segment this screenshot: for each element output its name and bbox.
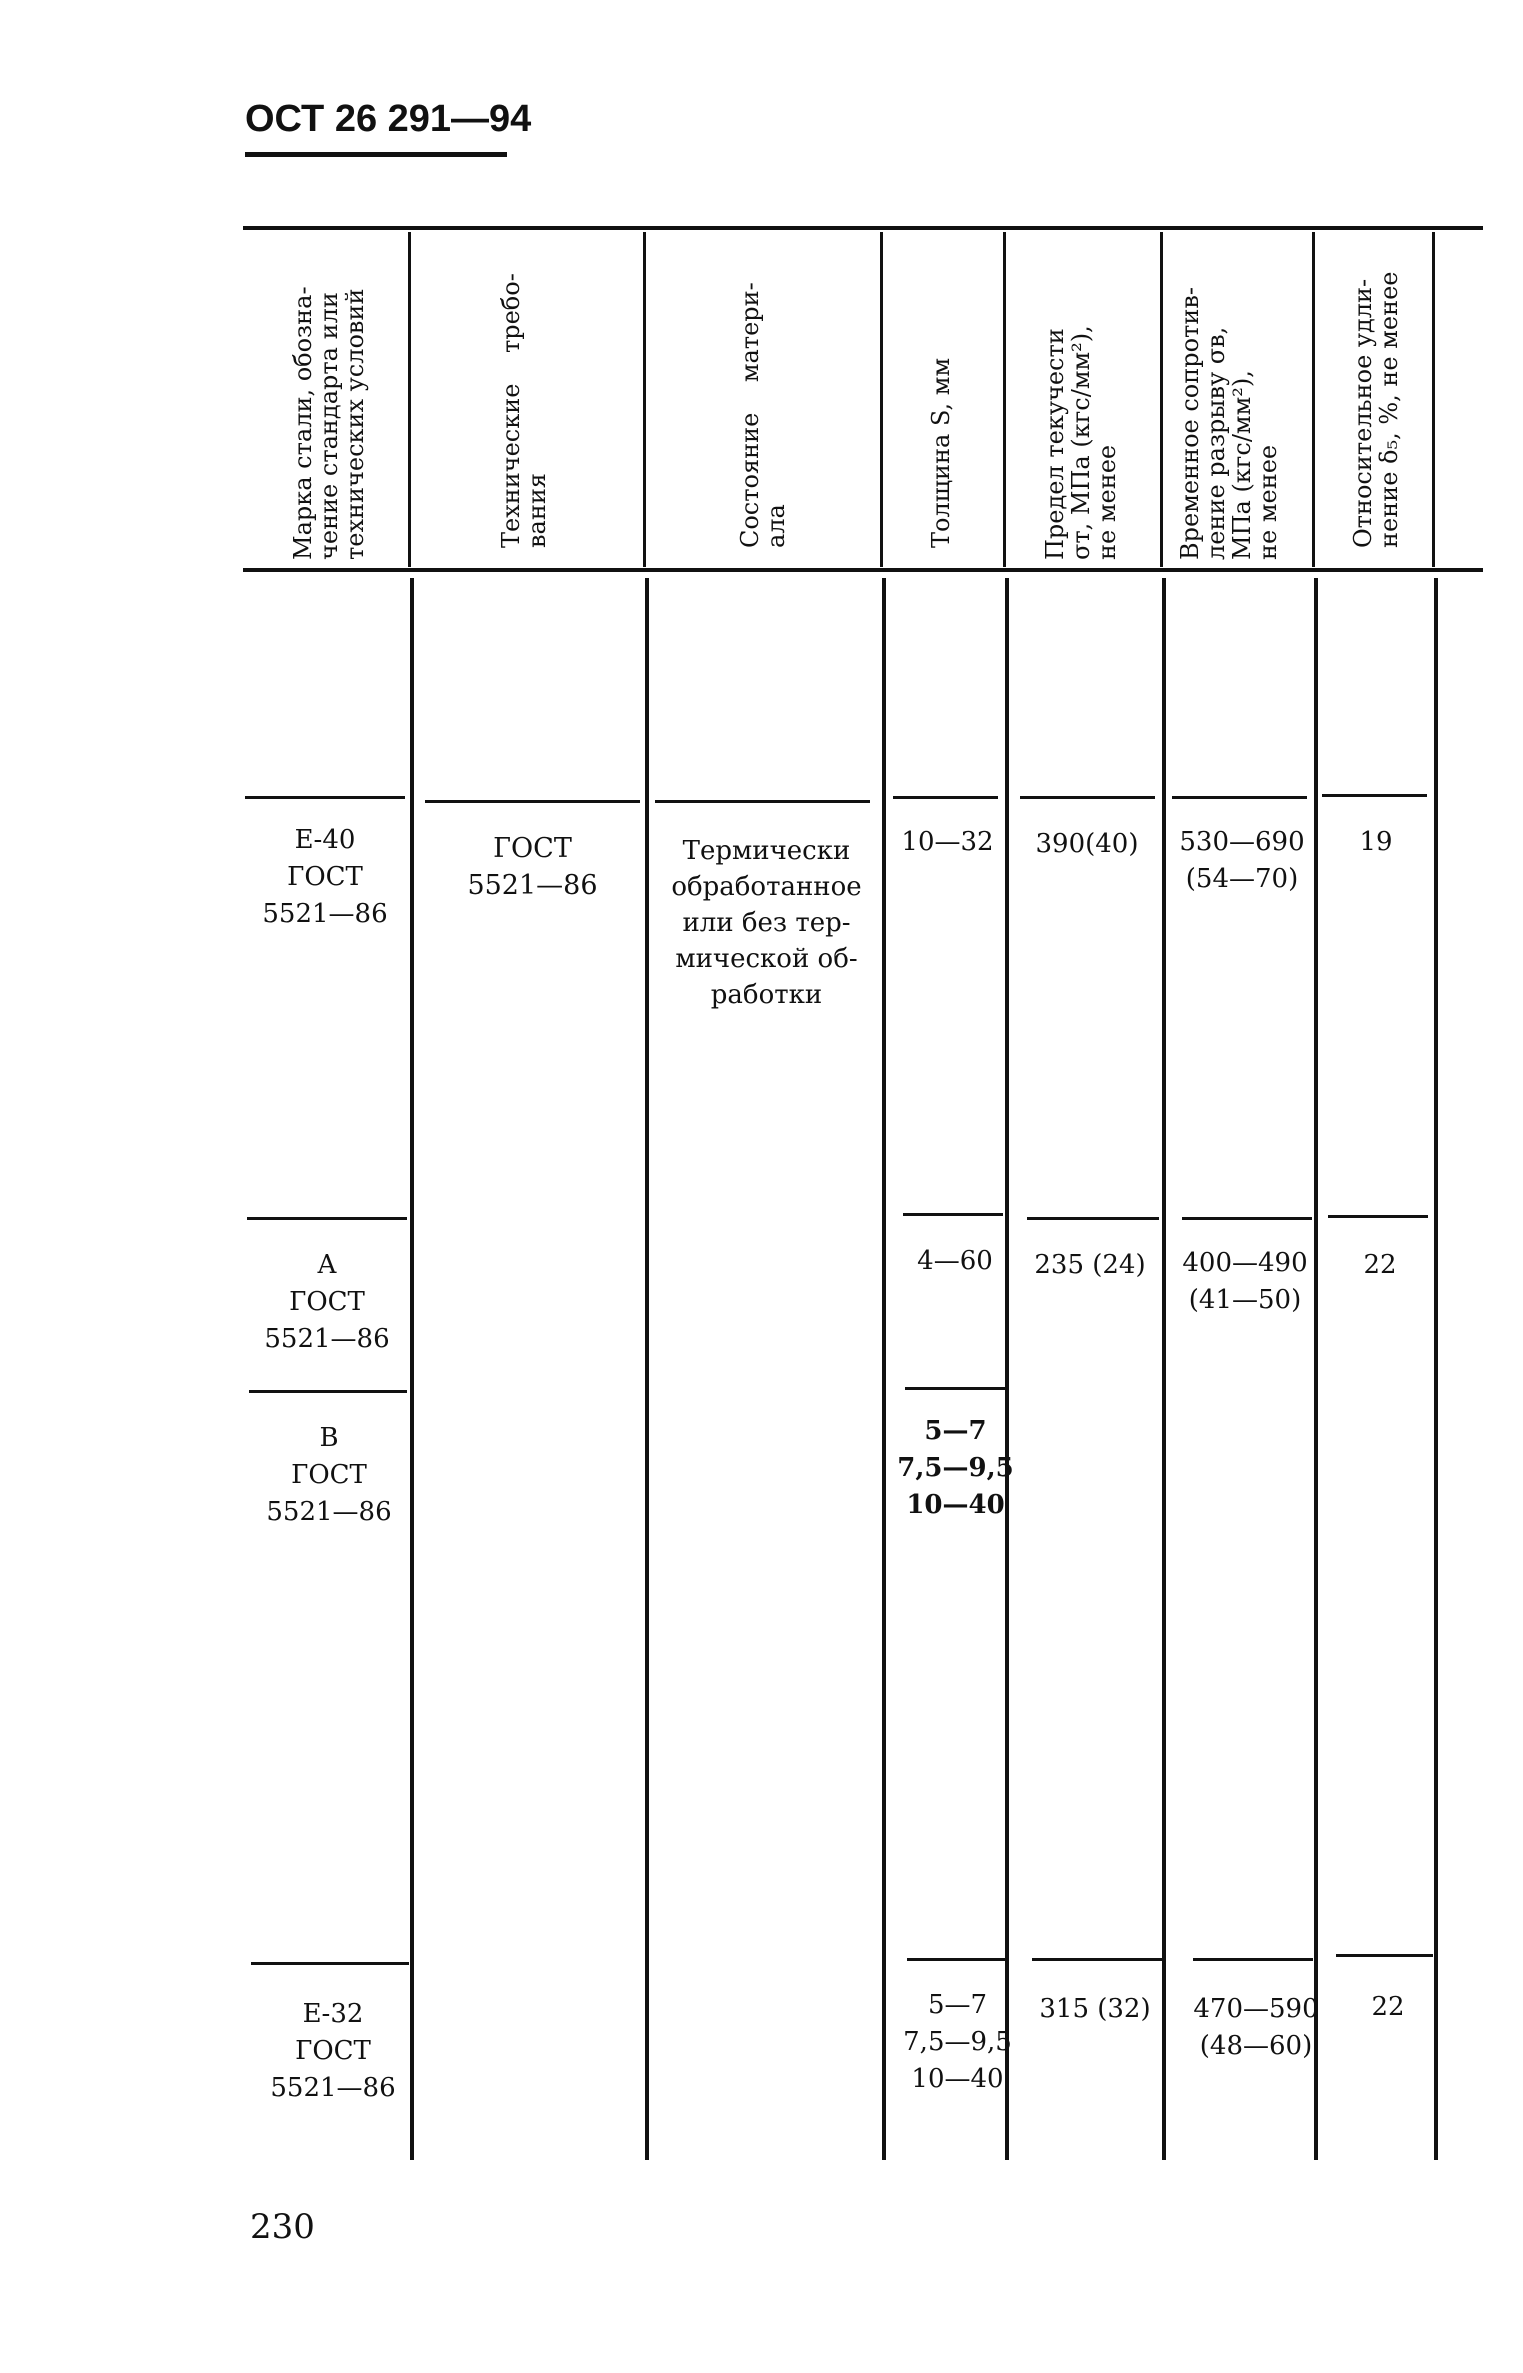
column-divider: [1005, 578, 1009, 2160]
table-cell-grade: Е-32 ГОСТ 5521—86: [270, 1999, 396, 2103]
row-separator: [1328, 1215, 1428, 1218]
column-header-yield: Предел текучести σт, МПа (кгс/мм²), не менее: [1041, 325, 1121, 560]
column-header-elongation: Относительное удли- нение δ₅, %, не менее: [1349, 271, 1403, 548]
row-separator: [249, 1390, 407, 1393]
table-cell-thickness: 5—7 7,5—9,5 10—40: [903, 1990, 1012, 2094]
row-separator: [1020, 796, 1155, 799]
column-divider: [1434, 578, 1438, 2160]
column-header-thickness: Толщина S, мм: [927, 357, 955, 548]
table-cell-tensile: 470—590 (48—60): [1193, 1994, 1319, 2061]
table-cell-condition: Термически обработанное или без тер- мической об- работки: [671, 836, 862, 1010]
header-divider: [1003, 232, 1006, 567]
table-cell-tensile: 400—490 (41—50): [1182, 1248, 1308, 1315]
table-cell-grade: Е-40 ГОСТ 5521—86: [262, 825, 388, 929]
row-separator: [1182, 1217, 1312, 1220]
table-cell-tensile: 530—690 (54—70): [1179, 827, 1305, 894]
table-cell-elongation: 22: [1363, 1250, 1397, 1280]
header-divider: [1432, 232, 1435, 567]
table-cell-grade: А ГОСТ 5521—86: [264, 1250, 390, 1354]
title-underline: [245, 152, 507, 157]
row-separator: [1193, 1958, 1313, 1961]
column-header-condition: Состояние матери- ала: [736, 282, 790, 548]
table-cell-elongation: 22: [1371, 1992, 1405, 2022]
row-separator: [1322, 794, 1427, 797]
header-divider: [1312, 232, 1315, 567]
column-divider: [410, 578, 414, 2160]
table-cell-thickness: 5—7 7,5—9,5 10—40: [897, 1416, 1014, 1520]
row-separator: [1032, 1958, 1162, 1961]
column-divider: [1162, 578, 1166, 2160]
table-cell-requirements: ГОСТ 5521—86: [467, 833, 598, 901]
header-divider: [643, 232, 646, 567]
table-cell-thickness: 10—32: [901, 827, 994, 857]
column-header-requirements: Технические требо- вания: [497, 273, 551, 548]
header-divider: [1160, 232, 1163, 567]
row-separator: [907, 1958, 1007, 1961]
table-cell-grade: В ГОСТ 5521—86: [266, 1423, 392, 1527]
row-separator: [905, 1387, 1005, 1390]
row-separator: [655, 800, 870, 803]
row-separator: [245, 796, 405, 799]
table-cell-yield: 235 (24): [1034, 1250, 1146, 1280]
header-divider: [880, 232, 883, 567]
column-header-tensile: Временное сопротив- ление разрыву σв, МПа (кгс/мм²), не менее: [1176, 287, 1282, 560]
table-cell-yield: 390(40): [1035, 829, 1139, 859]
row-separator: [903, 1213, 1003, 1216]
document-code: ОСТ 26 291—94: [245, 98, 532, 140]
column-header-grade: Марка стали, обозна- чение стандарта или технических условий: [289, 286, 369, 560]
row-separator: [251, 1962, 409, 1965]
row-separator: [1336, 1954, 1433, 1957]
row-separator: [893, 796, 998, 799]
row-separator: [247, 1217, 407, 1220]
page-number: 230: [250, 2207, 315, 2247]
table-cell-thickness: 4—60: [917, 1246, 993, 1276]
table-top-rule: [243, 226, 1483, 230]
table-cell-elongation: 19: [1359, 827, 1393, 857]
column-divider: [882, 578, 886, 2160]
table-cell-yield: 315 (32): [1039, 1994, 1151, 2024]
header-divider: [408, 232, 411, 567]
column-divider: [1314, 578, 1318, 2160]
row-separator: [1172, 796, 1307, 799]
row-separator: [1027, 1217, 1159, 1220]
header-bottom-rule: [243, 568, 1483, 572]
row-separator: [425, 800, 640, 803]
column-divider: [645, 578, 649, 2160]
